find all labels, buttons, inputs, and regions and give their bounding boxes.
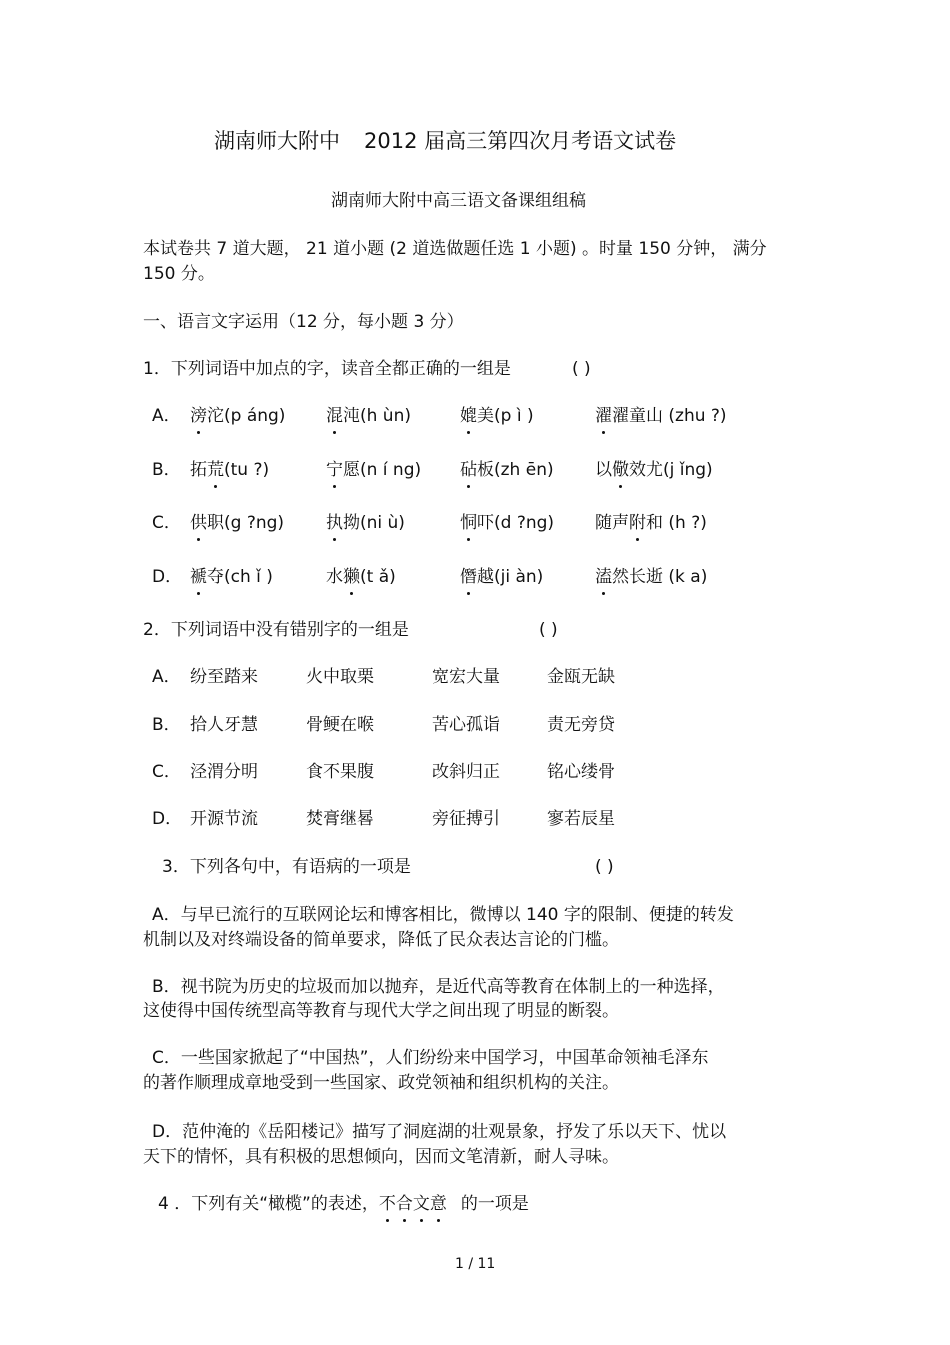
option-letter: C． [152,762,181,782]
option-line: A．与早已流行的互联网论坛和博客相比，微博以 140 字的限制、便捷的转发 [152,905,734,925]
option-item: 以儆效尤(j ǐng) [595,460,713,480]
option-line: 这使得中国传统型高等教育与现代大学之间出现了明显的断裂。 [143,1001,619,1021]
emphasis-dot-char: 儆 [612,460,629,480]
emphasis-dot-char: 僭 [460,567,477,587]
option-item: 焚膏继晷 [306,809,374,829]
option-letter: D． [152,809,183,829]
option-line: 的著作顺理成章地受到一些国家、政党领袖和组织机构的关注。 [143,1073,619,1093]
option-item: 宽宏大量 [432,667,500,687]
emphasis-dot-char: 意 [429,1194,447,1214]
option-item: 水獭(t ǎ) [326,567,396,587]
option-line: C．一些国家掀起了“中国热”，人们纷纷来中国学习，中国革命领袖毛泽东 [152,1048,709,1068]
option-item: 溘然长逝 (k a) [595,567,708,587]
option-letter: A． [152,406,181,426]
emphasis-dot-char: 濯 [595,406,612,426]
q3-stem: 3．下列各句中，有语病的一项是 [162,857,411,877]
emphasis-dot-char: 供 [190,513,207,533]
option-item: 铭心缕骨 [547,762,615,782]
option-item: 滂沱(p áng) [190,406,286,426]
emphasis-dot-char: 附 [629,513,646,533]
option-item: 僭越(ji àn) [460,567,544,587]
emphasis-dot-char: 荒 [207,460,224,480]
option-item: 苦心孤诣 [432,715,500,735]
q1-stem: 1．下列词语中加点的字，读音全都正确的一组是 [143,359,511,379]
intro-line-2: 150 分。 [143,264,215,284]
option-item: 责无旁贷 [547,715,615,735]
emphasis-dot-char: 獭 [343,567,360,587]
intro-line-1: 本试卷共 7 道大题， 21 道小题 (2 道选做题任选 1 小题) 。时量 150 分钟， 满分 [143,239,767,259]
option-item: 恫吓(d ?ng) [460,513,555,533]
option-item: 执拗(ni ù) [326,513,405,533]
emphasis-dot-char: 执 [326,513,343,533]
q2-stem: 2．下列词语中没有错别字的一组是 [143,620,409,640]
q4-stem: 4 ．下列有关“橄榄”的表述，不合文意 的一项是 [158,1194,529,1214]
option-item: 寥若辰星 [547,809,615,829]
option-item: 混沌(h ùn) [326,406,411,426]
option-line: D．范仲淹的《岳阳楼记》描写了洞庭湖的壮观景象，抒发了乐以天下、忧以 [152,1122,727,1142]
option-item: 宁愿(n í ng) [326,460,422,480]
emphasis-dot-char: 文 [412,1194,430,1214]
option-item: 旁征搏引 [432,809,500,829]
option-item: 食不果腹 [306,762,374,782]
option-item: 骨鲠在喉 [306,715,374,735]
page-number: 1 / 11 [455,1256,496,1272]
q2-answer-paren: ( ) [539,620,558,640]
document-subtitle: 湖南师大附中高三语文备课组组稿 [331,191,586,211]
title-rest: 2012 届高三第四次月考语文试卷 [364,129,677,153]
emphasis-dot-char: 混 [326,406,343,426]
emphasis-dot-char: 合 [395,1194,413,1214]
option-item: 供职(g ?ng) [190,513,285,533]
emphasis-dot-char: 宁 [326,460,343,480]
emphasis-dot-char: 溘 [595,567,612,587]
option-line: 机制以及对终端设备的简单要求，降低了民众表达言论的门槛。 [143,930,619,950]
option-letter: C． [152,513,181,533]
option-item: 金瓯无缺 [547,667,615,687]
option-letter: A． [152,667,181,687]
option-letter: B． [152,715,181,735]
option-item: 纷至踏来 [190,667,258,687]
option-item: 随声附和 (h ?) [595,513,707,533]
emphasis-dot-char: 恫 [460,513,477,533]
option-line: B．视书院为历史的垃圾而加以抛弃，是近代高等教育在体制上的一种选择， [152,977,725,997]
option-item: 火中取栗 [306,667,374,687]
option-item: 拓荒(tu ?) [190,460,270,480]
emphasis-dot-char: 媲 [460,406,477,426]
q3-answer-paren: ( ) [595,857,614,877]
option-item: 濯濯童山 (zhu ?) [595,406,727,426]
title-school: 湖南师大附中 [214,129,340,153]
option-item: 褫夺(ch ǐ ) [190,567,273,587]
option-letter: B． [152,460,181,480]
option-item: 开源节流 [190,809,258,829]
emphasis-dot-char: 不 [378,1194,396,1214]
option-line: 天下的情怀，具有积极的思想倾向，因而文笔清新，耐人寻味。 [143,1147,619,1167]
emphasis-dot-char: 砧 [460,460,477,480]
option-item: 媲美(p ì ) [460,406,534,426]
option-item: 砧板(zh ēn) [460,460,554,480]
option-item: 拾人牙慧 [190,715,258,735]
q1-answer-paren: ( ) [572,359,591,379]
emphasis-dot-char: 滂 [190,406,207,426]
option-item: 改斜归正 [432,762,500,782]
option-letter: D． [152,567,183,587]
section-heading-1: 一、语言文字运用（12 分，每小题 3 分） [143,312,464,332]
option-item: 泾渭分明 [190,762,258,782]
document-title [214,130,676,152]
emphasis-dot-char: 褫 [190,567,207,587]
